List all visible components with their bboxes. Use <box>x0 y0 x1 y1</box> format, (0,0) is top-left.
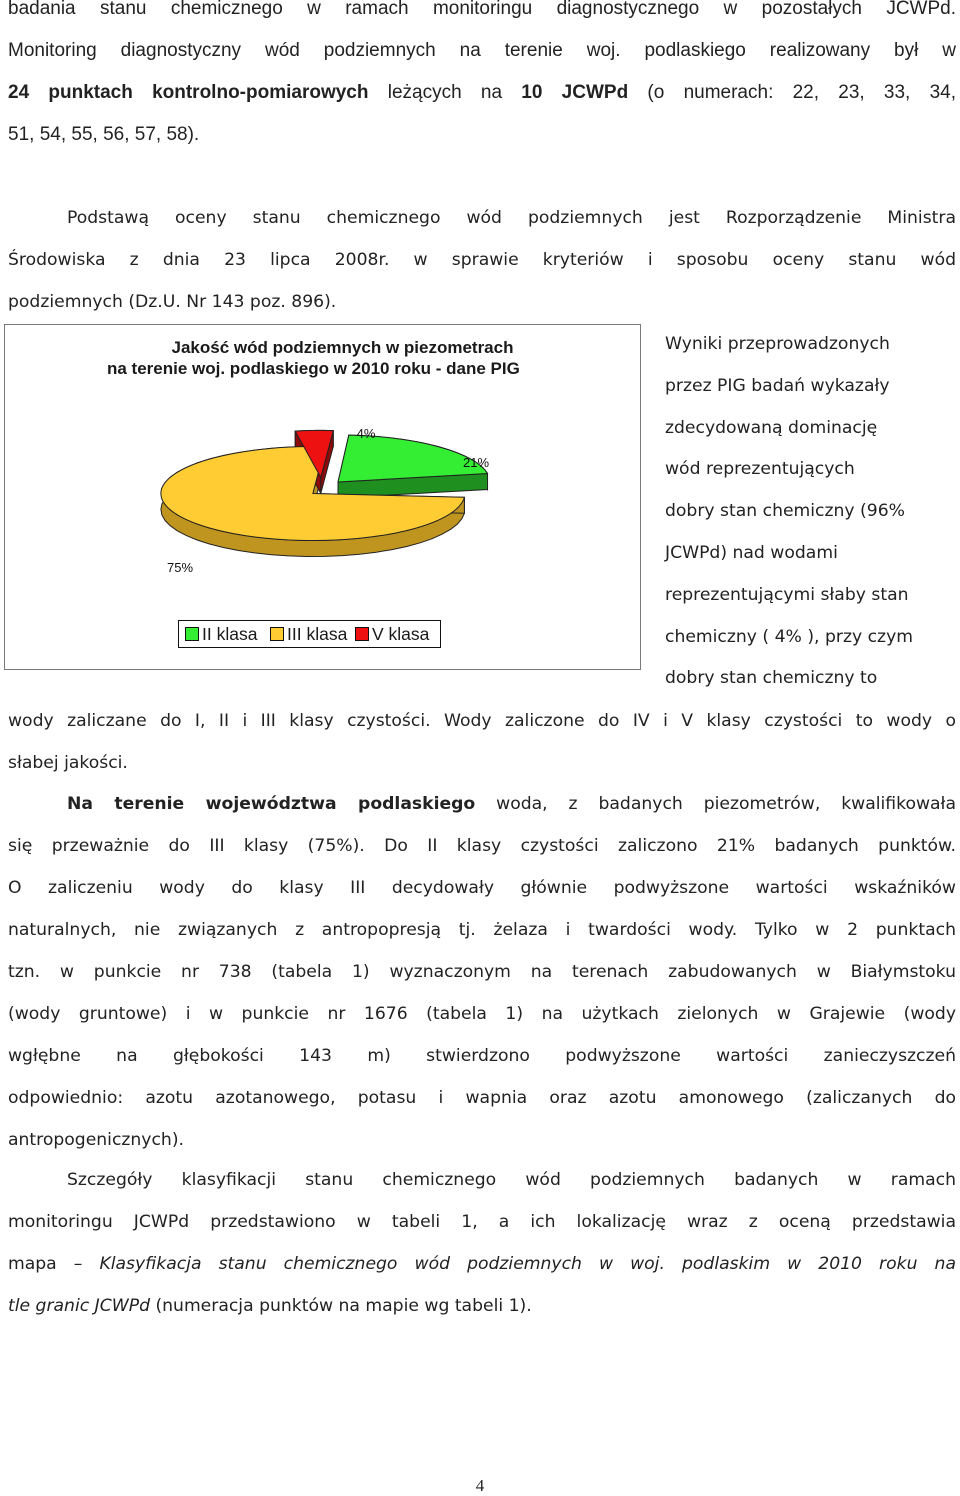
region-line: tzn. w punkcie nr 738 (tabela 1) wyznaczonym na terenach zabudowanych w Białymstoku <box>8 962 956 982</box>
pie-label-75: 75% <box>166 560 194 575</box>
region-line: się przeważnie do III klasy (75%). Do II klasy czystości zaliczono 21% badanych punktów. <box>8 836 956 856</box>
pie-label-21: 21% <box>462 455 490 470</box>
details-line-3: mapa – Klasyfikacja stanu chemicznego wód podziemnych w woj. podlaskim w 2010 roku na <box>8 1254 956 1274</box>
region-last-line: antropogenicznych). <box>8 1130 184 1150</box>
details-line-1: Szczegóły klasyfikacji stanu chemicznego wód podziemnych badanych w ramach <box>67 1170 956 1190</box>
region-line: odpowiednio: azotu azotanowego, potasu i wapnia oraz azotu amonowego (zaliczanych do <box>8 1088 956 1108</box>
details-line-4: tle granic JCWPd (numeracja punktów na mapie wg tabeli 1). <box>8 1296 532 1316</box>
chart-title-line-1: Jakość wód podziemnych w piezometrach <box>171 338 514 357</box>
region-name: Na terenie województwa podlaskiego <box>67 794 476 814</box>
details-line-2: monitoringu JCWPd przedstawiono w tabeli 1, a ich lokalizację wraz z oceną przedstawia <box>8 1212 956 1232</box>
basis-line-3: podziemnych (Dz.U. Nr 143 poz. 896). <box>8 292 337 312</box>
legend-swatch-green <box>185 627 199 641</box>
legend-item-v-klasa: V klasa <box>355 624 429 645</box>
side-line: zdecydowaną dominację <box>665 417 878 438</box>
legend-swatch-red <box>355 627 369 641</box>
side-line: dobry stan chemiczny to <box>665 668 878 689</box>
after-chart-line-1: wody zaliczane do I, II i III klasy czystości. Wody zaliczone do IV i V klasy czystości to wody o <box>8 711 956 731</box>
after-chart-paragraph <box>8 700 956 784</box>
chart-legend <box>178 620 441 648</box>
region-paragraph <box>8 783 956 1161</box>
side-line: chemiczny ( 4% ), przy czym <box>665 626 913 647</box>
map-title-part-1: Klasyfikacja stanu chemicznego wód podziemnych w woj. podlaskim w 2010 roku na <box>99 1254 956 1274</box>
region-line: naturalnych, nie związanych z antropopresją tj. żelaza i twardości wody. Tylko w 2 punktach <box>8 920 956 940</box>
pie-label-4: 4% <box>356 426 376 441</box>
basis-line-1: Podstawą oceny stanu chemicznego wód podziemnych jest Rozporządzenie Ministra <box>67 208 956 228</box>
legend-swatch-yellow <box>270 627 284 641</box>
basis-line-2: Środowiska z dnia 23 lipca 2008r. w sprawie kryteriów i sposobu oceny stanu wód <box>8 250 956 270</box>
intro-line-4: 51, 54, 55, 56, 57, 58). <box>8 124 200 145</box>
region-line: wgłębne na głębokości 143 m) stwierdzono podwyższone wartości zanieczyszczeń <box>8 1046 956 1066</box>
intro-jcwpd-count: 10 JCWPd <box>521 82 629 103</box>
side-line: wód reprezentujących <box>665 459 855 480</box>
intro-line-1: badania stanu chemicznego w ramach monitoringu diagnostycznego w pozostałych JCWPd. <box>8 0 956 19</box>
side-line: reprezentującymi słaby stan <box>665 584 909 605</box>
region-line: O zaliczeniu wody do klasy III decydowały głównie podwyższone wartości wskaźników <box>8 878 956 898</box>
region-line: (wody gruntowe) i w punkcie nr 1676 (tabela 1) na użytkach zielonych w Grajewie (wody <box>8 1004 956 1024</box>
details-paragraph <box>8 1159 956 1327</box>
page-number: 4 <box>475 1476 485 1495</box>
side-line: dobry stan chemiczny (96% <box>665 501 905 522</box>
side-line: Wyniki przeprowadzonych <box>665 334 890 354</box>
intro-points-count: 24 punktach kontrolno-pomiarowych <box>8 82 369 103</box>
map-title-part-2: tle granic JCWPd <box>8 1296 150 1316</box>
side-line: przez PIG badań wykazały <box>665 375 890 396</box>
legend-item-iii-klasa: III klasa <box>270 624 347 645</box>
side-paragraph <box>665 324 955 700</box>
side-line: JCWPd) nad wodami <box>665 542 838 563</box>
after-chart-line-2: słabej jakości. <box>8 753 128 773</box>
chart-title-line-2: na terenie woj. podlaskiego w 2010 roku - dane PIG <box>107 359 520 378</box>
intro-line-2: Monitoring diagnostyczny wód podziemnych na terenie woj. podlaskiego realizowany był w <box>8 40 956 61</box>
intro-line-3: 24 punktach kontrolno-pomiarowych leżących na 10 JCWPd (o numerach: 22, 23, 33, 34, <box>8 82 956 103</box>
region-line-1: Na terenie województwa podlaskiego woda, z badanych piezometrów, kwalifikowała <box>67 794 956 814</box>
legend-item-ii-klasa: II klasa <box>185 624 257 645</box>
